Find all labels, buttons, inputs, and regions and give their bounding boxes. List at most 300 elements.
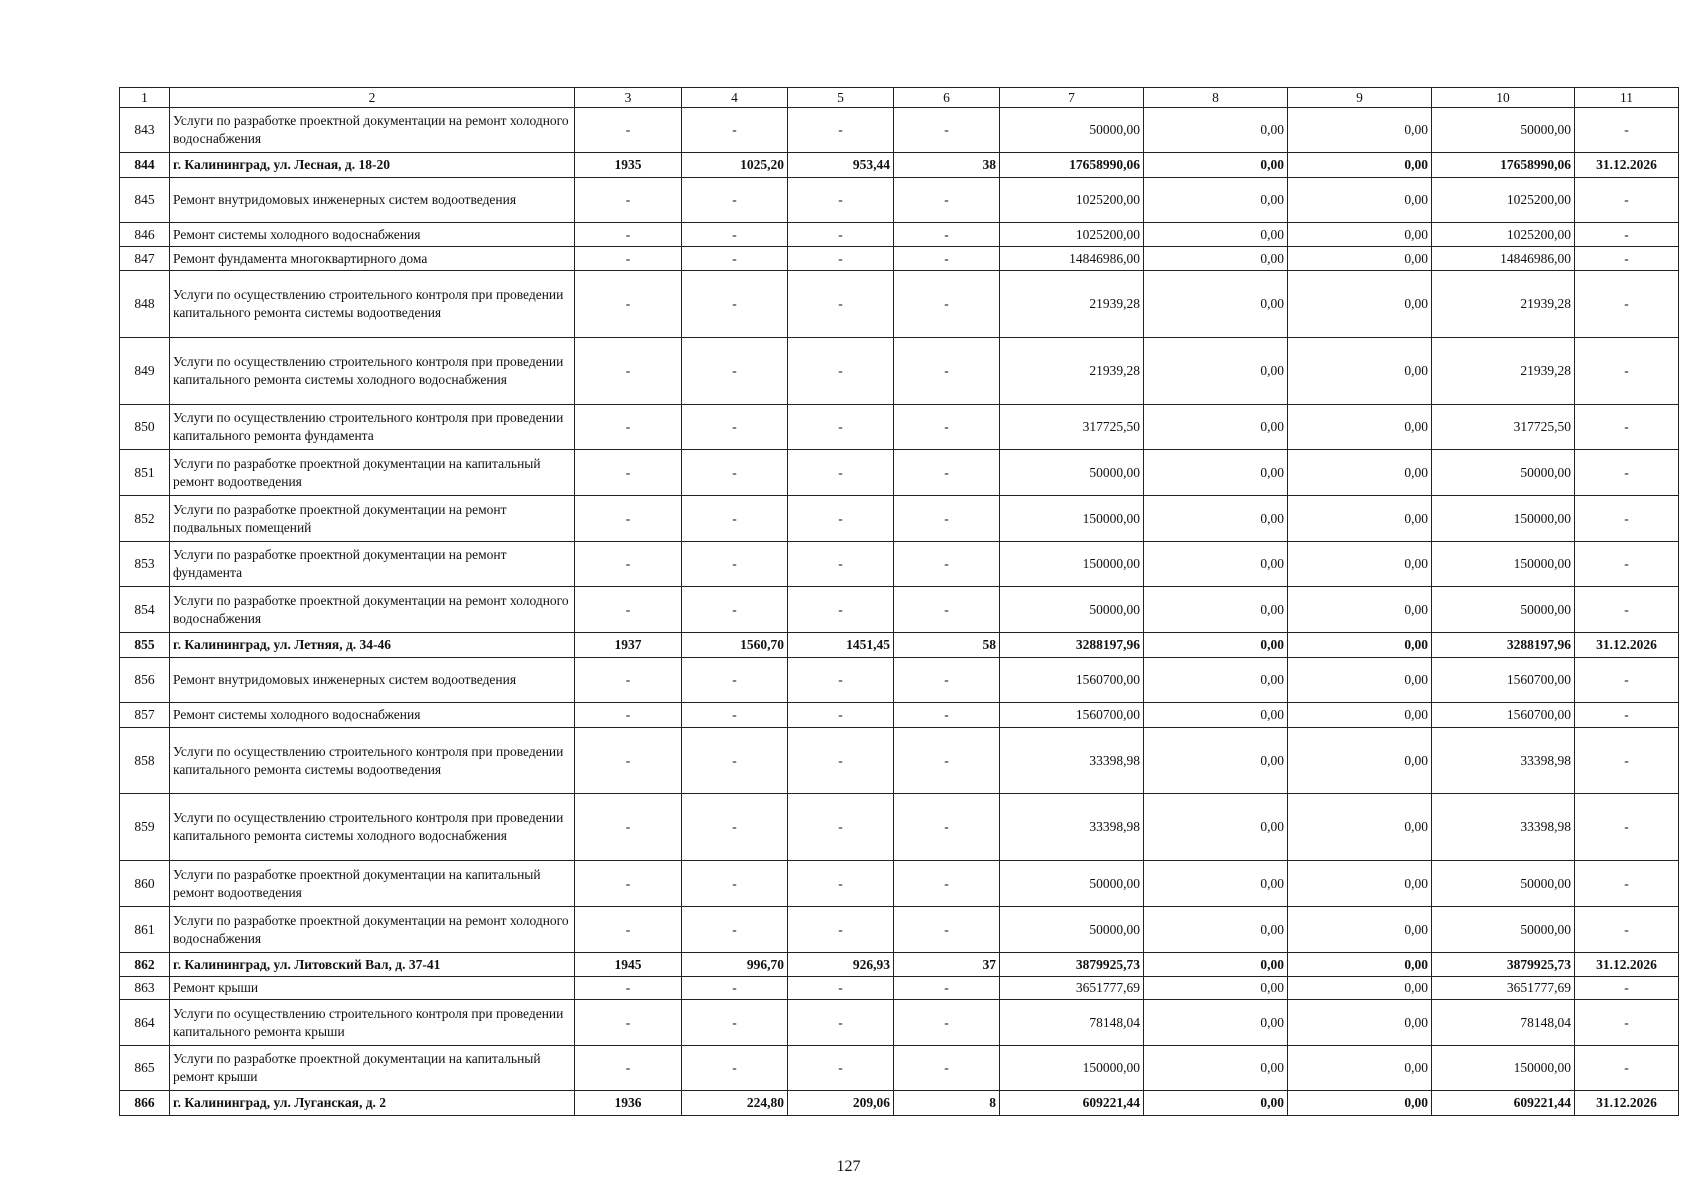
cell-fund-b: 0,00 [1288,1000,1432,1046]
work-row [120,247,1679,271]
work-name: Ремонт внутридомовых инженерных систем водоотведения [170,178,575,223]
cell-total-cost: 150000,00 [1000,1046,1144,1091]
cell-year: - [575,178,682,223]
cell-total-cost: 50000,00 [1000,861,1144,907]
row-number: 857 [120,703,170,728]
cell-year: - [575,542,682,587]
cell-area-total: - [682,450,788,496]
address-row [120,153,1679,178]
cell-fund-b: 0,00 [1288,907,1432,953]
cell-residents: 58 [894,633,1000,658]
column-number: 2 [170,88,575,108]
cell-total-cost: 3879925,73 [1000,953,1144,977]
cell-residents: - [894,658,1000,703]
cell-area-living: - [788,1000,894,1046]
cell-deadline: - [1575,542,1679,587]
cell-fund-b: 0,00 [1288,633,1432,658]
cell-deadline: - [1575,271,1679,338]
work-name: Услуги по разработке проектной документации на капитальный ремонт водоотведения [170,861,575,907]
cell-fund-owners: 1560700,00 [1432,658,1575,703]
cell-fund-b: 0,00 [1288,178,1432,223]
cell-residents: - [894,1000,1000,1046]
cell-area-living: - [788,338,894,405]
repair-register-table [119,87,1679,1116]
work-row [120,1046,1679,1091]
cell-year: - [575,450,682,496]
cell-total-cost: 33398,98 [1000,728,1144,794]
cell-fund-owners: 150000,00 [1432,1046,1575,1091]
cell-total-cost: 33398,98 [1000,794,1144,861]
work-row [120,977,1679,1000]
cell-year: - [575,703,682,728]
cell-year: - [575,587,682,633]
cell-fund-owners: 150000,00 [1432,542,1575,587]
cell-fund-a: 0,00 [1144,1046,1288,1091]
cell-area-living: 926,93 [788,953,894,977]
column-number: 3 [575,88,682,108]
cell-residents: - [894,247,1000,271]
cell-year: - [575,907,682,953]
cell-total-cost: 14846986,00 [1000,247,1144,271]
cell-fund-b: 0,00 [1288,703,1432,728]
work-name: г. Калининград, ул. Летняя, д. 34-46 [170,633,575,658]
cell-year: - [575,728,682,794]
work-name: Ремонт крыши [170,977,575,1000]
cell-area-total: - [682,728,788,794]
work-row [120,271,1679,338]
cell-total-cost: 21939,28 [1000,338,1144,405]
cell-residents: - [894,977,1000,1000]
cell-area-living: - [788,542,894,587]
cell-total-cost: 50000,00 [1000,907,1144,953]
cell-year: - [575,338,682,405]
cell-year: - [575,496,682,542]
cell-fund-owners: 50000,00 [1432,450,1575,496]
cell-fund-b: 0,00 [1288,977,1432,1000]
cell-fund-b: 0,00 [1288,1091,1432,1116]
work-row [120,405,1679,450]
cell-residents: - [894,271,1000,338]
cell-year: - [575,977,682,1000]
work-row [120,542,1679,587]
cell-area-total: - [682,247,788,271]
cell-area-living: - [788,271,894,338]
column-number: 6 [894,88,1000,108]
row-number: 855 [120,633,170,658]
cell-residents: - [894,907,1000,953]
cell-residents: - [894,223,1000,247]
cell-area-living: 209,06 [788,1091,894,1116]
cell-fund-a: 0,00 [1144,977,1288,1000]
row-number: 859 [120,794,170,861]
cell-year: - [575,405,682,450]
cell-area-total: - [682,542,788,587]
row-number: 845 [120,178,170,223]
cell-total-cost: 1560700,00 [1000,658,1144,703]
work-name: г. Калининград, ул. Литовский Вал, д. 37-41 [170,953,575,977]
work-name: Услуги по разработке проектной документации на капитальный ремонт водоотведения [170,450,575,496]
cell-area-living: - [788,658,894,703]
cell-fund-a: 0,00 [1144,953,1288,977]
page-number: 127 [836,1158,861,1175]
cell-area-living: - [788,247,894,271]
row-number: 863 [120,977,170,1000]
cell-area-total: - [682,338,788,405]
row-number: 851 [120,450,170,496]
cell-deadline: - [1575,728,1679,794]
cell-fund-owners: 317725,50 [1432,405,1575,450]
cell-area-living: - [788,450,894,496]
cell-fund-a: 0,00 [1144,153,1288,178]
work-name: г. Калининград, ул. Луганская, д. 2 [170,1091,575,1116]
cell-total-cost: 1025200,00 [1000,223,1144,247]
cell-fund-b: 0,00 [1288,108,1432,153]
row-number: 848 [120,271,170,338]
column-number: 7 [1000,88,1144,108]
cell-area-total: - [682,658,788,703]
cell-deadline: - [1575,907,1679,953]
cell-area-living: - [788,1046,894,1091]
column-number: 4 [682,88,788,108]
cell-fund-a: 0,00 [1144,728,1288,794]
cell-fund-b: 0,00 [1288,271,1432,338]
cell-fund-b: 0,00 [1288,153,1432,178]
cell-fund-a: 0,00 [1144,1000,1288,1046]
cell-fund-owners: 3879925,73 [1432,953,1575,977]
cell-fund-b: 0,00 [1288,794,1432,861]
cell-fund-b: 0,00 [1288,450,1432,496]
cell-fund-b: 0,00 [1288,953,1432,977]
work-name: Услуги по разработке проектной документации на ремонт холодного водоснабжения [170,108,575,153]
cell-fund-owners: 50000,00 [1432,861,1575,907]
cell-fund-owners: 78148,04 [1432,1000,1575,1046]
work-name: Услуги по осуществлению строительного контроля при проведении капитального ремонта фундамента [170,405,575,450]
cell-total-cost: 150000,00 [1000,542,1144,587]
cell-deadline: - [1575,703,1679,728]
row-number: 858 [120,728,170,794]
address-row [120,633,1679,658]
cell-year: - [575,223,682,247]
cell-area-total: - [682,496,788,542]
cell-fund-a: 0,00 [1144,633,1288,658]
cell-area-living: - [788,728,894,794]
cell-area-total: - [682,794,788,861]
cell-total-cost: 50000,00 [1000,587,1144,633]
cell-area-total: - [682,703,788,728]
cell-total-cost: 609221,44 [1000,1091,1144,1116]
cell-fund-a: 0,00 [1144,450,1288,496]
cell-fund-owners: 21939,28 [1432,338,1575,405]
column-number: 10 [1432,88,1575,108]
row-number: 854 [120,587,170,633]
cell-fund-a: 0,00 [1144,542,1288,587]
cell-year: 1935 [575,153,682,178]
cell-area-total: - [682,907,788,953]
cell-residents: - [894,542,1000,587]
cell-total-cost: 3651777,69 [1000,977,1144,1000]
cell-fund-a: 0,00 [1144,338,1288,405]
cell-deadline: 31.12.2026 [1575,953,1679,977]
row-number: 852 [120,496,170,542]
cell-fund-a: 0,00 [1144,794,1288,861]
work-row [120,450,1679,496]
column-number-row [120,88,1679,108]
cell-area-total: - [682,108,788,153]
cell-year: - [575,794,682,861]
cell-fund-owners: 3288197,96 [1432,633,1575,658]
work-name: Услуги по осуществлению строительного контроля при проведении капитального ремонта системы водоотведения [170,728,575,794]
work-name: Ремонт внутридомовых инженерных систем водоотведения [170,658,575,703]
cell-deadline: - [1575,977,1679,1000]
cell-deadline: 31.12.2026 [1575,1091,1679,1116]
cell-area-total: - [682,223,788,247]
cell-fund-owners: 50000,00 [1432,907,1575,953]
work-row [120,223,1679,247]
work-row [120,907,1679,953]
cell-total-cost: 50000,00 [1000,450,1144,496]
cell-deadline: - [1575,587,1679,633]
cell-fund-a: 0,00 [1144,658,1288,703]
cell-fund-owners: 3651777,69 [1432,977,1575,1000]
work-row [120,496,1679,542]
cell-area-total: - [682,178,788,223]
cell-fund-owners: 21939,28 [1432,271,1575,338]
cell-total-cost: 17658990,06 [1000,153,1144,178]
cell-fund-b: 0,00 [1288,728,1432,794]
work-name: г. Калининград, ул. Лесная, д. 18-20 [170,153,575,178]
cell-year: - [575,108,682,153]
cell-deadline: 31.12.2026 [1575,153,1679,178]
cell-area-living: - [788,907,894,953]
cell-fund-a: 0,00 [1144,703,1288,728]
cell-area-total: - [682,1000,788,1046]
cell-deadline: - [1575,861,1679,907]
cell-area-living: - [788,977,894,1000]
work-name: Услуги по разработке проектной документации на капитальный ремонт крыши [170,1046,575,1091]
cell-fund-b: 0,00 [1288,1046,1432,1091]
cell-area-living: 953,44 [788,153,894,178]
address-row [120,953,1679,977]
work-name: Услуги по осуществлению строительного контроля при проведении капитального ремонта крыши [170,1000,575,1046]
work-row [120,178,1679,223]
cell-area-total: 1560,70 [682,633,788,658]
cell-total-cost: 21939,28 [1000,271,1144,338]
cell-fund-owners: 50000,00 [1432,108,1575,153]
cell-fund-owners: 150000,00 [1432,496,1575,542]
cell-total-cost: 150000,00 [1000,496,1144,542]
work-name: Услуги по разработке проектной документации на ремонт подвальных помещений [170,496,575,542]
cell-fund-b: 0,00 [1288,247,1432,271]
cell-deadline: - [1575,1000,1679,1046]
cell-year: 1936 [575,1091,682,1116]
cell-area-living: - [788,587,894,633]
cell-area-total: - [682,271,788,338]
cell-fund-owners: 33398,98 [1432,794,1575,861]
work-row [120,1000,1679,1046]
row-number: 850 [120,405,170,450]
cell-deadline: - [1575,1046,1679,1091]
column-number: 8 [1144,88,1288,108]
cell-fund-a: 0,00 [1144,178,1288,223]
cell-area-total: 996,70 [682,953,788,977]
work-row [120,587,1679,633]
row-number: 843 [120,108,170,153]
work-name: Услуги по осуществлению строительного контроля при проведении капитального ремонта системы водоотведения [170,271,575,338]
cell-residents: - [894,1046,1000,1091]
cell-fund-b: 0,00 [1288,658,1432,703]
cell-deadline: - [1575,178,1679,223]
cell-fund-a: 0,00 [1144,223,1288,247]
cell-fund-b: 0,00 [1288,587,1432,633]
work-row [120,794,1679,861]
cell-area-living: - [788,794,894,861]
cell-residents: 8 [894,1091,1000,1116]
cell-deadline: - [1575,338,1679,405]
cell-area-living: - [788,223,894,247]
cell-residents: - [894,703,1000,728]
cell-fund-a: 0,00 [1144,861,1288,907]
cell-residents: - [894,794,1000,861]
column-number: 11 [1575,88,1679,108]
cell-area-total: 224,80 [682,1091,788,1116]
cell-deadline: 31.12.2026 [1575,633,1679,658]
cell-area-total: - [682,977,788,1000]
row-number: 866 [120,1091,170,1116]
cell-area-total: - [682,405,788,450]
cell-fund-b: 0,00 [1288,542,1432,587]
work-name: Услуги по разработке проектной документации на ремонт холодного водоснабжения [170,587,575,633]
cell-fund-a: 0,00 [1144,907,1288,953]
cell-residents: - [894,728,1000,794]
cell-fund-owners: 1025200,00 [1432,223,1575,247]
cell-fund-b: 0,00 [1288,338,1432,405]
cell-year: - [575,271,682,338]
cell-residents: - [894,861,1000,907]
cell-fund-a: 0,00 [1144,405,1288,450]
cell-total-cost: 50000,00 [1000,108,1144,153]
row-number: 864 [120,1000,170,1046]
cell-area-living: - [788,496,894,542]
cell-area-total: 1025,20 [682,153,788,178]
column-number: 5 [788,88,894,108]
cell-residents: - [894,450,1000,496]
cell-fund-a: 0,00 [1144,496,1288,542]
cell-year: 1937 [575,633,682,658]
cell-area-living: - [788,108,894,153]
cell-deadline: - [1575,108,1679,153]
cell-fund-a: 0,00 [1144,271,1288,338]
row-number: 846 [120,223,170,247]
cell-deadline: - [1575,496,1679,542]
cell-area-living: - [788,405,894,450]
cell-year: - [575,658,682,703]
cell-fund-a: 0,00 [1144,1091,1288,1116]
cell-fund-b: 0,00 [1288,496,1432,542]
row-number: 865 [120,1046,170,1091]
work-row [120,861,1679,907]
cell-residents: - [894,496,1000,542]
cell-residents: - [894,108,1000,153]
work-name: Ремонт фундамента многоквартирного дома [170,247,575,271]
cell-total-cost: 1560700,00 [1000,703,1144,728]
work-name: Ремонт системы холодного водоснабжения [170,223,575,247]
cell-residents: - [894,405,1000,450]
cell-year: - [575,1000,682,1046]
register-sheet [119,87,1656,1116]
cell-area-total: - [682,587,788,633]
cell-fund-a: 0,00 [1144,108,1288,153]
cell-deadline: - [1575,247,1679,271]
cell-fund-owners: 33398,98 [1432,728,1575,794]
work-row [120,658,1679,703]
row-number: 849 [120,338,170,405]
cell-year: - [575,247,682,271]
cell-residents: - [894,338,1000,405]
cell-fund-a: 0,00 [1144,247,1288,271]
cell-total-cost: 3288197,96 [1000,633,1144,658]
row-number: 856 [120,658,170,703]
work-name: Услуги по разработке проектной документации на ремонт холодного водоснабжения [170,907,575,953]
cell-fund-owners: 1025200,00 [1432,178,1575,223]
cell-deadline: - [1575,794,1679,861]
work-name: Услуги по осуществлению строительного контроля при проведении капитального ремонта системы холодного водоснабжения [170,338,575,405]
row-number: 844 [120,153,170,178]
cell-year: - [575,1046,682,1091]
row-number: 860 [120,861,170,907]
cell-residents: - [894,178,1000,223]
work-row [120,703,1679,728]
cell-fund-b: 0,00 [1288,405,1432,450]
cell-deadline: - [1575,658,1679,703]
work-name: Ремонт системы холодного водоснабжения [170,703,575,728]
cell-fund-owners: 1560700,00 [1432,703,1575,728]
cell-area-living: 1451,45 [788,633,894,658]
cell-fund-b: 0,00 [1288,223,1432,247]
cell-area-living: - [788,178,894,223]
cell-fund-owners: 50000,00 [1432,587,1575,633]
cell-year: - [575,861,682,907]
work-row [120,108,1679,153]
cell-area-living: - [788,861,894,907]
cell-residents: 37 [894,953,1000,977]
work-row [120,728,1679,794]
cell-area-total: - [682,1046,788,1091]
cell-fund-a: 0,00 [1144,587,1288,633]
address-row [120,1091,1679,1116]
cell-total-cost: 78148,04 [1000,1000,1144,1046]
cell-deadline: - [1575,450,1679,496]
row-number: 847 [120,247,170,271]
cell-total-cost: 1025200,00 [1000,178,1144,223]
cell-area-total: - [682,861,788,907]
cell-fund-owners: 17658990,06 [1432,153,1575,178]
cell-fund-b: 0,00 [1288,861,1432,907]
cell-fund-owners: 609221,44 [1432,1091,1575,1116]
row-number: 853 [120,542,170,587]
row-number: 862 [120,953,170,977]
cell-deadline: - [1575,223,1679,247]
cell-fund-owners: 14846986,00 [1432,247,1575,271]
cell-area-living: - [788,703,894,728]
column-number: 9 [1288,88,1432,108]
work-name: Услуги по разработке проектной документации на ремонт фундамента [170,542,575,587]
work-name: Услуги по осуществлению строительного контроля при проведении капитального ремонта системы холодного водоснабжения [170,794,575,861]
column-number: 1 [120,88,170,108]
row-number: 861 [120,907,170,953]
cell-residents: - [894,587,1000,633]
cell-total-cost: 317725,50 [1000,405,1144,450]
work-row [120,338,1679,405]
